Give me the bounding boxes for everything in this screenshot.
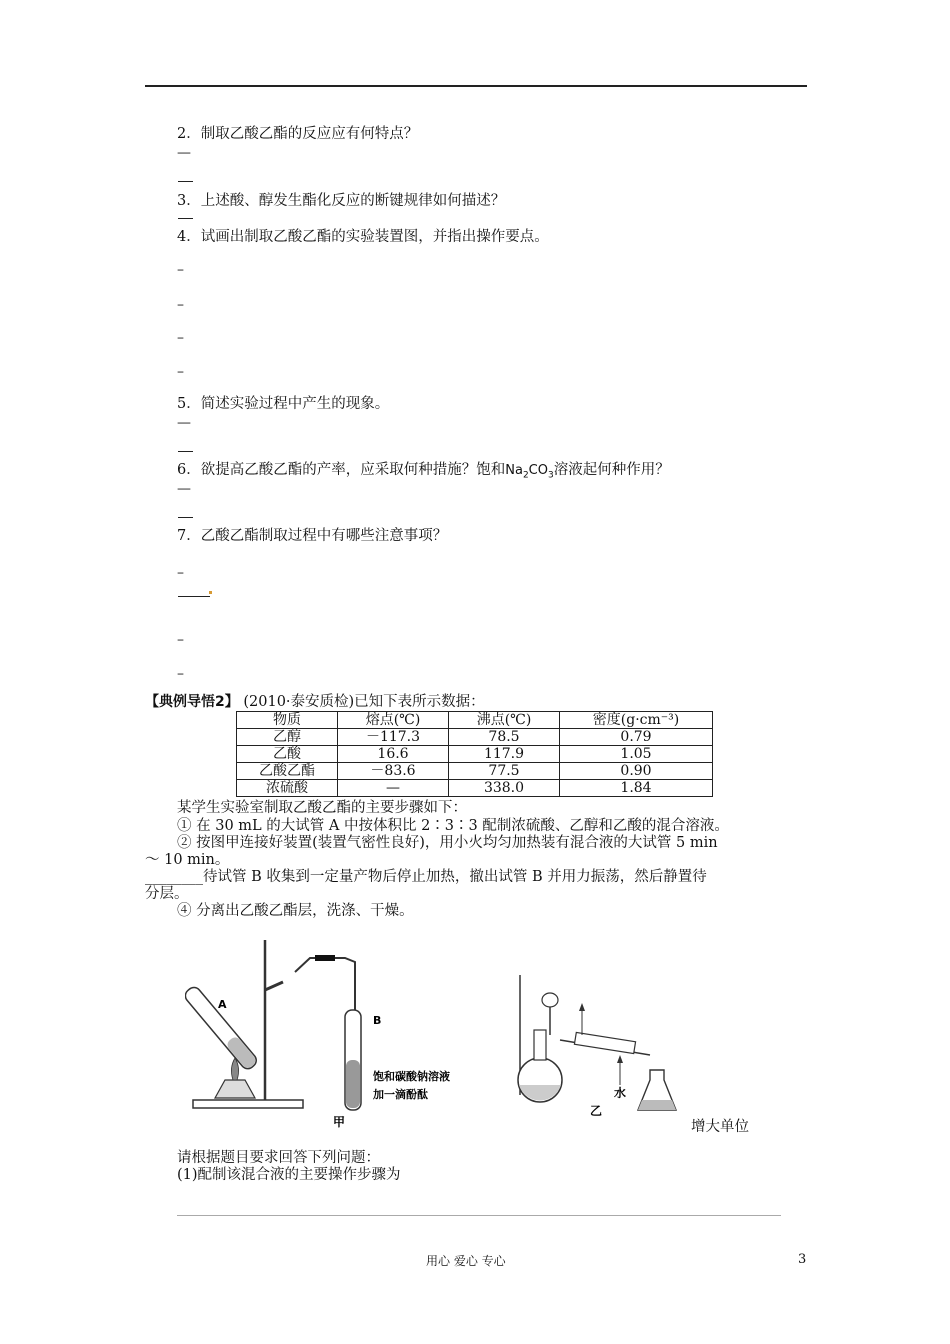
table-header-row	[237, 712, 713, 729]
properties-table	[236, 711, 713, 797]
step-2-continued: ～ 10 min。	[145, 852, 230, 868]
table-cell: 乙酸乙酯	[237, 763, 338, 780]
table-cell: －117.3	[338, 729, 449, 746]
answer-blank: –	[177, 297, 184, 313]
question-6	[177, 458, 670, 481]
table-row	[237, 729, 713, 746]
answer-blank: –	[177, 632, 184, 648]
steps-intro: 某学生实验室制取乙酸乙酯的主要步骤如下：	[177, 800, 467, 816]
table-cell: 16.6	[338, 746, 449, 763]
condenser-jacket	[574, 1032, 635, 1053]
flask-liquid	[519, 1085, 561, 1100]
answer-blank: —	[177, 415, 191, 431]
question-6-text: 6．欲提高乙酸乙酯的产率，应采取何种措施？饱和	[177, 462, 506, 478]
answer-blank: –	[177, 364, 184, 380]
solution-label-1: 饱和碳酸钠溶液	[373, 1070, 450, 1083]
step-1: ① 在 30 mL 的大试管 A 中按体积比 2∶3∶3 配制浓硫酸、乙醇和乙酸的混合溶液。	[177, 818, 729, 834]
arrow-up-icon	[617, 1055, 623, 1063]
table-row	[237, 746, 713, 763]
step-3: ________待试管 B 收集到一定量产物后停止加热，撤出试管 B 并用力振荡，然后静置待	[145, 869, 707, 885]
answer-blank: –	[177, 262, 184, 278]
table-header: 物质	[237, 712, 338, 729]
table-cell: 1.05	[560, 746, 713, 763]
answer-underline	[178, 596, 210, 597]
question-6-text-end: 溶液起何种作用？	[553, 462, 670, 478]
example-source: (2010·泰安质检)已知下表所示数据：	[243, 694, 485, 710]
dropping-funnel	[542, 993, 558, 1007]
caption-jia: 甲	[333, 1115, 346, 1129]
table-cell: 77.5	[449, 763, 560, 780]
apparatus-figure-yi	[500, 945, 690, 1120]
table-cell: 1.84	[560, 780, 713, 797]
answer-underline	[178, 517, 193, 518]
arrow-up-icon	[579, 1003, 585, 1011]
stand-base	[193, 1100, 303, 1108]
subquestion-1: (1)配制该混合液的主要操作步骤为	[177, 1167, 401, 1183]
table-header: 熔点(℃)	[338, 712, 449, 729]
formula-na2co3: $Na_2CO_3$	[505, 463, 554, 481]
caption-yi: 乙	[590, 1104, 603, 1118]
question-7: 7．乙酸乙酯制取过程中有哪些注意事项？	[177, 528, 448, 544]
footer-rule	[177, 1215, 781, 1216]
clamp	[265, 982, 283, 990]
answer-blank: —	[177, 481, 191, 497]
step-3-continued: 分层。	[145, 886, 189, 902]
table-cell: 78.5	[449, 729, 560, 746]
table-row	[237, 780, 713, 797]
alcohol-burner	[215, 1080, 255, 1098]
page-number: 3	[798, 1252, 807, 1267]
question-4: 4．试画出制取乙酸乙酯的实验装置图，并指出操作要点。	[177, 229, 549, 245]
table-cell: 0.79	[560, 729, 713, 746]
table-cell: 浓硫酸	[237, 780, 338, 797]
label-a: A	[218, 998, 227, 1011]
receiver-liquid	[638, 1100, 676, 1110]
table-cell: 338.0	[449, 780, 560, 797]
answer-blank: –	[177, 565, 184, 581]
solution-label-2: 加一滴酚酞	[373, 1088, 428, 1101]
question-3: 3．上述酸、醇发生酯化反应的断键规律如何描述？	[177, 193, 506, 209]
table-header: 密度(g·cm⁻³)	[560, 712, 713, 729]
answer-underline	[178, 181, 193, 182]
flask-neck	[534, 1030, 546, 1060]
table-cell: －83.6	[338, 763, 449, 780]
figure-note: 增大单位	[691, 1119, 749, 1135]
tube-b-liquid	[346, 1060, 360, 1108]
table-cell: 0.90	[560, 763, 713, 780]
table-header: 沸点(℃)	[449, 712, 560, 729]
stray-mark	[209, 591, 212, 594]
table-cell: —	[338, 780, 449, 797]
step-2: ② 按图甲连接好装置(装置气密性良好)，用小火均匀加热装有混合液的大试管 5 min	[177, 835, 718, 851]
table-cell: 乙酸	[237, 746, 338, 763]
rubber-joint	[315, 955, 335, 961]
header-rule	[145, 85, 807, 87]
answer-underline	[178, 218, 193, 219]
label-water: 水	[614, 1086, 627, 1100]
example-heading	[145, 693, 485, 711]
step-4: ④ 分离出乙酸乙酯层，洗涤、干燥。	[177, 903, 414, 919]
question-2: 2．制取乙酸乙酯的反应应有何特点？	[177, 126, 419, 142]
apparatus-figure-jia	[185, 930, 485, 1130]
footer-slogan: 用心 爱心 专心	[426, 1254, 506, 1268]
label-b: B	[373, 1014, 382, 1027]
table-cell: 117.9	[449, 746, 560, 763]
answer-blank: —	[177, 145, 191, 161]
prompt-line: 请根据题目要求回答下列问题：	[177, 1150, 380, 1166]
example-title: 【典例导悟2】	[145, 694, 239, 710]
question-5: 5．简述实验过程中产生的现象。	[177, 396, 390, 412]
table-row	[237, 763, 713, 780]
table-cell: 乙醇	[237, 729, 338, 746]
answer-blank: –	[177, 330, 184, 346]
answer-blank: –	[177, 666, 184, 682]
answer-underline	[178, 451, 193, 452]
